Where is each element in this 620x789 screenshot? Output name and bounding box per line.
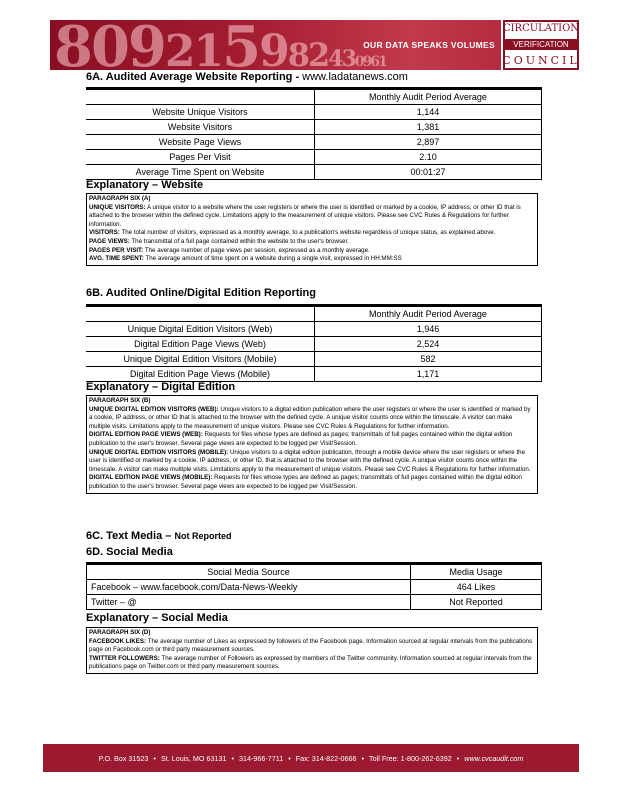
text-media-status: Not Reported — [174, 531, 232, 541]
table-row: Website Unique Visitors 1,144 — [86, 105, 542, 120]
logo-line-2: VERIFICATION — [505, 39, 577, 50]
section-6d-title: 6D. Social Media — [86, 546, 173, 558]
table-row: Pages Per Visit 2.10 — [86, 150, 542, 165]
header-banner — [50, 20, 501, 70]
table-row: Website Visitors 1,381 — [86, 120, 542, 135]
explain-item: AVG. TIME SPENT: The average amount of time spent on a website during a single visit, expressed in HH:MM:SS — [89, 255, 402, 263]
logo-line-3: COUNCIL — [502, 54, 580, 67]
table-row: Average Time Spent on Website 00:01:27 — [86, 165, 542, 180]
footer-phone: 314-966-7711 — [239, 753, 284, 763]
table-row: Digital Edition Page Views (Web) 2,524 — [86, 337, 542, 352]
table-row: Facebook – www.facebook.com/Data-News-Weekly 464 Likes — [87, 580, 542, 595]
explain-item: PAGE VIEWS: The transmittal of a full page contained within the website to the user's browser. — [89, 237, 349, 245]
footer-address: P.O. Box 31523 — [98, 753, 149, 763]
explain-item: DIGITAL EDITION PAGE VIEWS (MOBILE): Requests for files whose types are defined as pages; transmittals of full pages contained within the digital edition publication to the user's browser. Several page views are expected to be logged per Visit/Session. — [89, 474, 522, 490]
explain-item: UNIQUE DIGITAL EDITION VISITORS (MOBILE): Unique visitors to a digital edition publication, through a mobile device where the user registers or where the user is identified or marked by a cookie, IP address, or other ID, that is attached to the browser with the defined cycle. A unique visitor counts once within the timescale. A visitor can make multiple visits. Limitations apply to the measurement of unique visitors. Please see CVC Rules & Regulations for further information. — [89, 448, 531, 473]
banner-digits: 809215982430961 — [54, 20, 386, 70]
explain-item: VISITORS: The total number of visitors, expressed as a monthly average, to a publication's website regardless of unique status, as explained above. — [89, 229, 496, 237]
social-col-source: Social Media Source — [87, 564, 411, 580]
website-table — [86, 87, 542, 180]
digital-col-header: Monthly Audit Period Average — [315, 306, 542, 322]
explanatory-social-title: Explanatory – Social Media — [86, 612, 228, 624]
website-url: www.ladatanews.com — [302, 71, 408, 83]
footer-toll-free: Toll Free: 1-800-262-6392 — [369, 753, 452, 763]
explain-item: FACEBOOK LIKES: The average number of Likes as expressed by followers of the Facebook page. Information sourced at regular intervals from the publications page on Facebook.com or third party measurement sources. — [89, 637, 533, 654]
social-media-table — [86, 562, 542, 610]
explanatory-digital-box: PARAGRAPH SIX (B) UNIQUE DIGITAL EDITION VISITORS (WEB): Unique visitors to a digital edition publication where the user registers or where the user is identified or marked by a cookie, IP address, or other ID that is attached to the browser with the defined cycle. A unique visitor counts once within the timescale. A visitor can make multiple visits. Limitations apply to the measurement of unique visitors. Please see CVC Rules & Regulations for further information. DIGITAL EDITION PAGE VIEWS (WEB): Requests for files whose types are defined as pages; transmittals of full pages contained within the digital edition publication to the user's browser. Several page views are expected to be logged per Visit/Session. UNIQUE DIGITAL EDITION VISITORS (MOBILE): Unique visitors to a digital edition publication, through a mobile device where the user registers or where the user is identified or marked by a cookie, IP address, or other ID, that is attached to the browser with the defined cycle. A unique visitor counts once within the timescale. A visitor can make multiple visits. Limitations apply to the measurement of unique visitors. Please see CVC Rules & Regulations for further information. DIGITAL EDITION PAGE VIEWS (MOBILE): Requests for files whose types are defined as pages; transmittals of full pages contained within the digital edition publication to the user's browser. Several page views are expected to be logged per Visit/Session. — [86, 395, 538, 494]
table-row: Unique Digital Edition Visitors (Mobile) 582 — [86, 352, 542, 367]
section-6a-title: 6A. Audited Average Website Reporting - www.ladatanews.com — [86, 71, 408, 83]
table-row: Unique Digital Edition Visitors (Web) 1,946 — [86, 322, 542, 337]
cvc-logo — [503, 20, 579, 70]
footer-fax: Fax: 314-822-0666 — [295, 753, 357, 763]
table-row: Digital Edition Page Views (Mobile) 1,171 — [86, 367, 542, 382]
logo-line-1: CIRCULATION — [502, 23, 580, 34]
section-6c-title: 6C. Text Media – Not Reported — [86, 530, 232, 542]
explain-item: TWITTER FOLLOWERS: The average number of Followers as expressed by members of the Twitter community. Information sourced at regular intervals from the publications page on Twitter.com or third party measurement sources. — [89, 654, 532, 671]
footer-website-link[interactable]: www.cvcaudit.com — [464, 753, 524, 763]
section-6b-title: 6B. Audited Online/Digital Edition Reporting — [86, 287, 316, 299]
footer-city: St. Louis, MO 63131 — [160, 753, 227, 763]
header-tagline: OUR DATA SPEAKS VOLUMES — [363, 40, 495, 50]
social-col-usage: Media Usage — [411, 564, 542, 580]
explanatory-social-box: PARAGRAPH SIX (D) FACEBOOK LIKES: The average number of Likes as expressed by followers of the Facebook page. Information sourced at regular intervals from the publications page on Facebook.com or third party measurement sources. TWITTER FOLLOWERS: The average number of Followers as expressed by members of the Twitter community. Information sourced at regular intervals from the publications page on Twitter.com or third party measurement sources. — [86, 627, 538, 674]
website-col-header: Monthly Audit Period Average — [315, 89, 542, 105]
explanatory-website-box: PARAGRAPH SIX (A) UNIQUE VISITORS: A unique visitor to a website where the user registers or where the user is identified or marked by a cookie, IP address, or other ID that is attached to the browser within the defined cycle. Limitations apply to the measurement of unique visitors. Please see CVC Rules & Regulations for further information. VISITORS: The total number of visitors, expressed as a monthly average, to a publication's website regardless of unique status, as explained above. PAGE VIEWS: The transmittal of a full page contained within the website to the user's browser. PAGES PER VISIT: The average number of page views per session, expressed as a monthly average. AVG. TIME SPENT: The average amount of time spent on a website during a single visit, expressed in HH:MM:SS — [86, 193, 538, 266]
explain-item: UNIQUE DIGITAL EDITION VISITORS (WEB): Unique visitors to a digital edition publication where the user registers or where the user is identified or marked by a cookie, IP address, or other ID that is attached to the browser with the defined cycle. A unique visitor counts once within the timescale. A visitor can make multiple visits. Limitations apply to the measurement of unique visitors. Please see CVC Rules & Regulations for further information. — [89, 405, 531, 430]
table-row: Website Page Views 2,897 — [86, 135, 542, 150]
digital-edition-table — [86, 304, 542, 382]
table-row: Twitter – @ Not Reported — [87, 595, 542, 610]
footer-bar: P.O. Box 31523 • St. Louis, MO 63131 • 314-966-7711 • Fax: 314-822-0666 • Toll Free: 1-800-262-6392 • www.cvcaudit.com — [43, 744, 579, 772]
explanatory-website-title: Explanatory – Website — [86, 179, 204, 191]
explanatory-digital-title: Explanatory – Digital Edition — [86, 381, 236, 393]
explain-item: DIGITAL EDITION PAGE VIEWS (WEB): Requests for files whose types are defined as pages; transmittals of full pages contained within the digital edition publication to the user's browser. Several page views are expected to be logged per Visit/Session. — [89, 431, 513, 447]
explain-item: PAGES PER VISIT: The average number of page views per session, expressed as a monthly average. — [89, 246, 370, 254]
explain-item: UNIQUE VISITORS: A unique visitor to a website where the user registers or where the user is identified or marked by a cookie, IP address, or other ID that is attached to the browser within the defined cycle. Limitations apply to the measurement of unique visitors. Please see CVC Rules & Regulations for further information. — [89, 203, 521, 228]
